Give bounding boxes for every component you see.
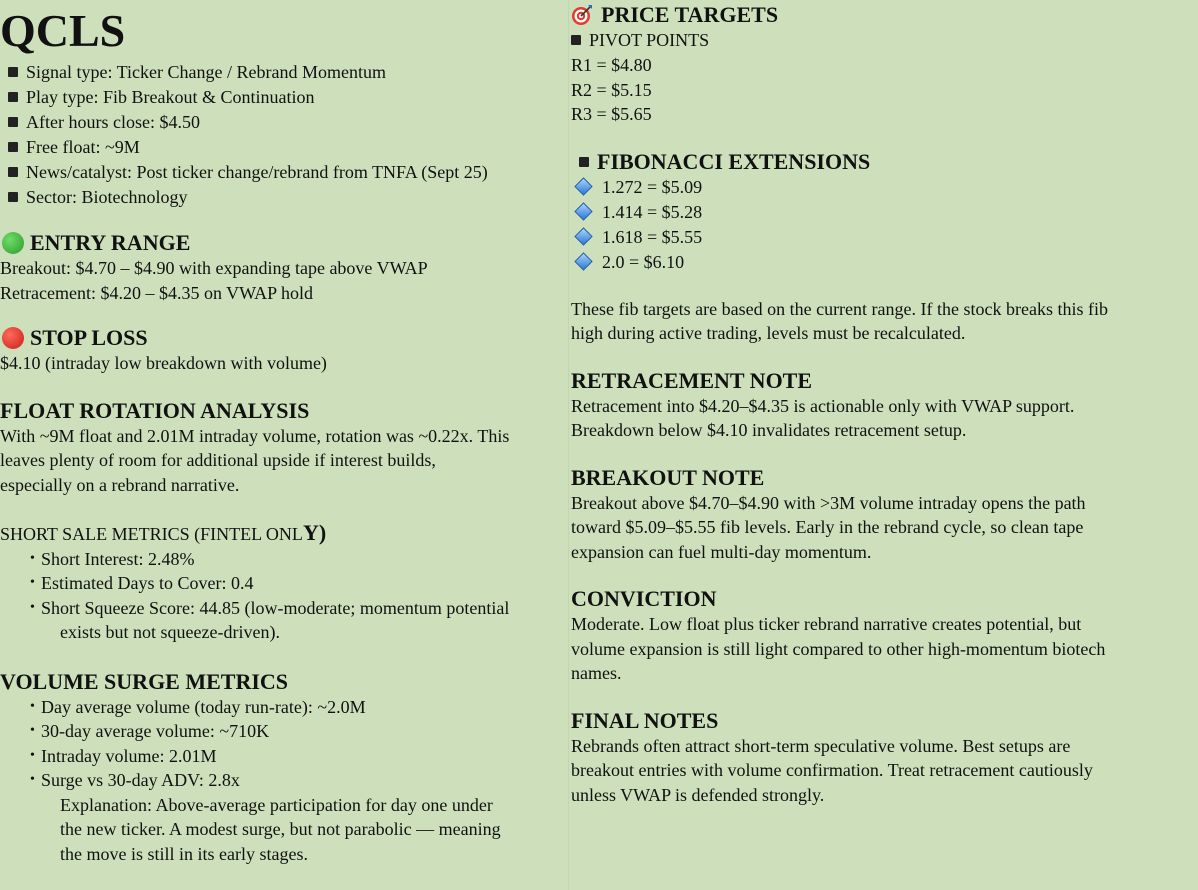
final-notes-heading: FINAL NOTES xyxy=(571,707,719,733)
price-targets-heading: PRICE TARGETS xyxy=(571,2,1191,28)
info-item: Play type: Fib Breakout & Continuation xyxy=(0,85,567,110)
list-item: • Intraday volume: 2.01M xyxy=(30,744,567,769)
short-sale-list xyxy=(0,547,567,621)
black-square-icon xyxy=(571,35,581,45)
final-line: unless VWAP is defended strongly. xyxy=(571,784,825,805)
list-item: 2.0 = $6.10 xyxy=(571,250,1191,275)
conviction-heading: CONVICTION xyxy=(571,586,717,611)
list-item: 1.414 = $5.28 xyxy=(571,200,1191,225)
green-circle-icon xyxy=(2,232,24,254)
fib-note: high during active trading, levels must be recalculated. xyxy=(571,323,966,343)
breakout-line: expansion can fuel multi-day momentum. xyxy=(571,541,872,562)
volume-heading: VOLUME SURGE METRICS xyxy=(0,668,289,694)
short-sale-continuation: exists but not squeeze-driven). xyxy=(60,622,280,642)
fib-note: These fib targets are based on the current range. If the stock breaks this fib xyxy=(571,298,1108,319)
black-square-icon xyxy=(8,192,18,202)
blue-diamond-icon xyxy=(574,177,592,195)
info-item: After hours close: $4.50 xyxy=(0,110,567,135)
list-item: 1.272 = $5.09 xyxy=(571,175,1191,200)
black-square-icon xyxy=(8,117,18,127)
pivot-line: R2 = $5.15 xyxy=(571,79,652,100)
entry-line: Retracement: $4.20 – $4.35 on VWAP hold xyxy=(0,282,313,303)
pivot-line: R3 = $5.65 xyxy=(571,104,652,124)
info-item: Signal type: Ticker Change / Rebrand Momentum xyxy=(0,60,567,85)
pivot-heading: PIVOT POINTS xyxy=(563,28,1191,53)
breakout-heading: BREAKOUT NOTE xyxy=(571,464,765,490)
list-item: • 30-day average volume: ~710K xyxy=(30,719,567,744)
blue-diamond-icon xyxy=(574,252,592,270)
breakout-line: toward $5.09–$5.55 fib levels. Early in the rebrand cycle, so clean tape xyxy=(571,517,1084,537)
pivot-list xyxy=(563,28,1191,53)
info-item: Free float: ~9M xyxy=(0,135,567,160)
conviction-line: names. xyxy=(571,663,622,683)
list-item: 1.618 = $5.55 xyxy=(571,225,1191,250)
list-item: • Estimated Days to Cover: 0.4 xyxy=(30,571,567,596)
black-square-icon xyxy=(8,67,18,77)
list-item: • Short Interest: 2.48% xyxy=(30,547,567,572)
retracement-line: Retracement into $4.20–$4.35 is actionable only with VWAP support. xyxy=(571,395,1075,416)
black-square-icon xyxy=(579,157,589,167)
fib-list xyxy=(571,175,1191,275)
conviction-line: Moderate. Low float plus ticker rebrand narrative creates potential, but xyxy=(571,614,1082,634)
list-item: • Day average volume (today run-rate): ~2.0M xyxy=(30,695,567,720)
info-item: Sector: Biotechnology xyxy=(0,185,567,210)
pivot-line: R1 = $4.80 xyxy=(571,55,652,75)
conviction-line: volume expansion is still light compared to other high-momentum biotech xyxy=(571,638,1106,659)
black-square-icon xyxy=(8,167,18,177)
entry-range-heading: ENTRY RANGE xyxy=(0,230,567,256)
list-item: • Short Squeeze Score: 44.85 (low-moderate; momentum potential xyxy=(30,596,567,621)
float-line: leaves plenty of room for additional upside if interest builds, xyxy=(0,450,436,470)
blue-diamond-icon xyxy=(574,227,592,245)
float-heading: FLOAT ROTATION ANALYSIS xyxy=(0,397,310,423)
column-divider xyxy=(568,0,569,890)
volume-explanation: the move is still in its early stages. xyxy=(60,843,308,864)
volume-explanation: the new ticker. A modest surge, but not parabolic — meaning xyxy=(60,819,501,839)
info-item: News/catalyst: Post ticker change/rebrand from TNFA (Sept 25) xyxy=(0,160,567,185)
final-line: breakout entries with volume confirmation. Treat retracement cautiously xyxy=(571,760,1093,780)
breakout-line: Breakout above $4.70–$4.90 with >3M volume intraday opens the path xyxy=(571,492,1086,513)
retracement-heading: RETRACEMENT NOTE xyxy=(571,367,813,393)
stop-loss-heading: STOP LOSS xyxy=(0,325,567,351)
red-circle-icon xyxy=(2,327,24,349)
float-line: especially on a rebrand narrative. xyxy=(0,474,240,495)
target-icon xyxy=(571,4,593,26)
volume-explanation: Explanation: Above-average participation for day one under xyxy=(60,794,493,815)
stop-line: $4.10 (intraday low breakdown with volume) xyxy=(0,353,327,373)
volume-list xyxy=(0,695,567,793)
blue-diamond-icon xyxy=(574,202,592,220)
entry-line: Breakout: $4.70 – $4.90 with expanding tape above VWAP xyxy=(0,258,428,278)
retracement-line: Breakdown below $4.10 invalidates retracement setup. xyxy=(571,420,967,440)
black-square-icon xyxy=(8,92,18,102)
right-column xyxy=(571,0,1191,807)
list-item: • Surge vs 30-day ADV: 2.8x xyxy=(30,768,567,793)
float-line: With ~9M float and 2.01M intraday volume, rotation was ~0.22x. This xyxy=(0,425,510,446)
left-column xyxy=(0,0,567,866)
black-square-icon xyxy=(8,142,18,152)
short-sale-heading: SHORT SALE METRICS (FINTEL ONLY) xyxy=(0,520,327,545)
fib-heading: FIBONACCI EXTENSIONS xyxy=(571,149,1191,175)
ticker-title: QCLS xyxy=(0,5,126,56)
final-line: Rebrands often attract short-term speculative volume. Best setups are xyxy=(571,735,1071,756)
info-list xyxy=(0,60,567,210)
